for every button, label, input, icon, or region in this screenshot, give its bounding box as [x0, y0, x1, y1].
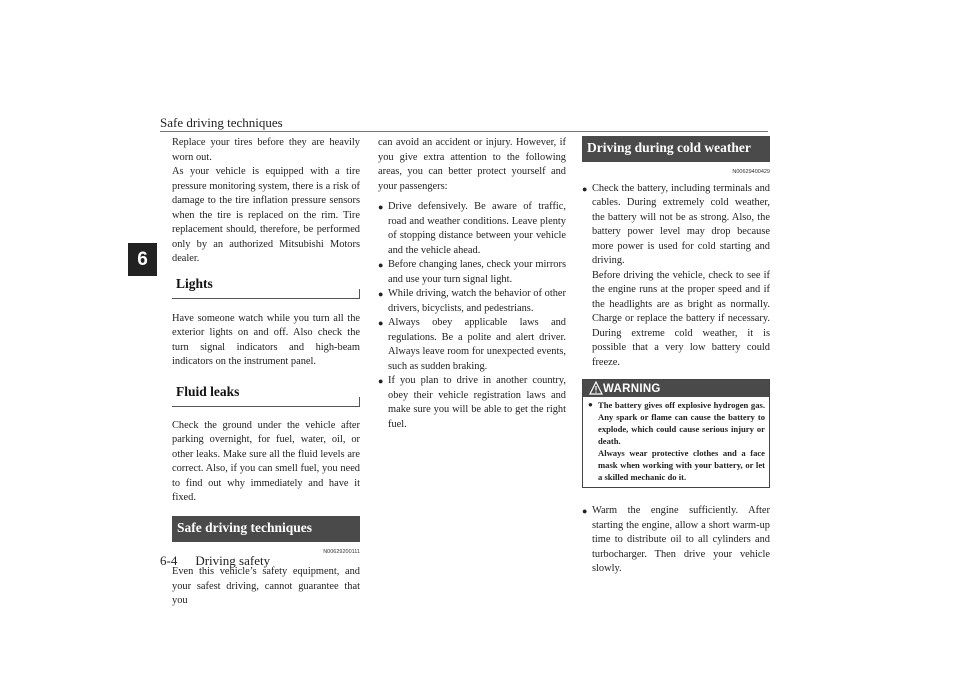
fluid-leaks-heading-text: Fluid leaks: [176, 383, 240, 399]
bullet-dot-icon: ●: [378, 376, 384, 386]
section-code: N00629200111: [323, 548, 360, 555]
list-item: ● Always obey applicable laws and regulations. Be a polite and alert driver. Always leave room for unexpected events, such as sudden braking.: [378, 317, 566, 372]
safe-driving-paragraph: Even this vehicle’s safety equipment, and your safest driving, cannot guarantee that you: [172, 566, 360, 606]
running-header: Safe driving techniques: [160, 115, 283, 130]
safe-driving-heading: [172, 516, 360, 542]
bullet-dot-icon: ●: [378, 202, 384, 212]
list-item: ● Before changing lanes, check your mirrors and use your turn signal light.: [378, 259, 566, 285]
column-3: [582, 136, 770, 577]
warning-label: WARNING: [603, 383, 661, 395]
page-footer: [160, 553, 270, 569]
fluid-leaks-paragraph: Check the ground under the vehicle after parking overnight, for fuel, water, oil, or other leaks. Make sure all the fluid levels are correct. Also, if you can smell fuel, you need to find out why immediately and have it fixed.: [172, 419, 360, 503]
cold-weather-heading-text: Driving during cold weather: [587, 140, 751, 155]
bullet-dot-icon: ●: [582, 506, 588, 516]
warning-triangle-icon: [589, 381, 603, 395]
continuation-paragraph: can avoid an accident or injury. However, if you give extra attention to the following areas, you can better protect yourself and your passengers:: [378, 137, 566, 192]
page-number: 6-4: [160, 553, 178, 568]
warning-body: [583, 397, 769, 487]
footer-section: Driving safety: [195, 553, 271, 568]
list-item: ● Check the battery, including terminals and cables. During extremely cold weather, the battery will not be as strong. Also, the battery power level may drop because more power is used for cold starting and driving. Before driving the vehicle, check to see if the engine runs at the proper speed and if the headlights are as bright as normally. Charge or replace the battery if necessary. During extreme cold weather, it is possible that a very low battery could freeze.: [582, 182, 770, 368]
warning-box: [582, 379, 770, 488]
safe-driving-heading-text: Safe driving techniques: [177, 519, 313, 535]
list-item: ● The battery gives off explosive hydrogen gas. Any spark or flame can cause the battery to explode, which could cause serious injury or death. Always wear protective clothes and a face mask when working with your battery, or let a skilled mechanic do it.: [588, 400, 765, 482]
bullet-dot-icon: ●: [582, 183, 588, 194]
lights-heading: [172, 272, 360, 299]
fluid-leaks-heading: [172, 380, 360, 407]
lights-heading-text: Lights: [176, 275, 213, 291]
cold-weather-list: [582, 182, 770, 371]
lights-paragraph: Have someone watch while you turn all the exterior lights on and off. Also check the turn signal indicators and high-beam indicators on the instrument panel.: [172, 312, 360, 367]
bullet-dot-icon: ●: [378, 318, 384, 328]
tire-paragraph: Replace your tires before they are heavily worn out. As your vehicle is equipped with a tire pressure monitoring system, there is a risk of damage to the tire inflation pressure sensors when the tire is replaced on the rim. Tire replacement should, therefore, be performed only by an authorized Mitsubishi Motors dealer.: [172, 137, 360, 264]
warning-header: [583, 380, 769, 397]
list-item: ● While driving, watch the behavior of other drivers, bicyclists, and pedestrians.: [378, 288, 566, 314]
header-rule: [160, 131, 768, 132]
list-item: ● Warm the engine sufficiently. After starting the engine, allow a short warm-up time to distribute oil to all cylinders and turbocharger. Then drive your vehicle slowly.: [582, 505, 770, 574]
chapter-tab: 6: [128, 243, 157, 276]
list-item: ● Drive defensively. Be aware of traffic, road and weather conditions. Leave plenty of stopping distance between your vehicle and the vehicle ahead.: [378, 201, 566, 256]
cold-weather-heading: [582, 136, 770, 162]
bullet-dot-icon: ●: [378, 260, 384, 270]
section-code: N00629400429: [732, 169, 770, 175]
list-item: ● If you plan to drive in another country, obey their vehicle registration laws and make sure you will be able to get the right fuel.: [378, 375, 566, 430]
column-2: [378, 136, 566, 432]
column-1: [172, 136, 360, 609]
bullet-dot-icon: ●: [588, 400, 593, 409]
safety-bullet-list: [378, 200, 566, 432]
cold-weather-list-2: [582, 504, 770, 577]
bullet-dot-icon: ●: [378, 289, 384, 299]
